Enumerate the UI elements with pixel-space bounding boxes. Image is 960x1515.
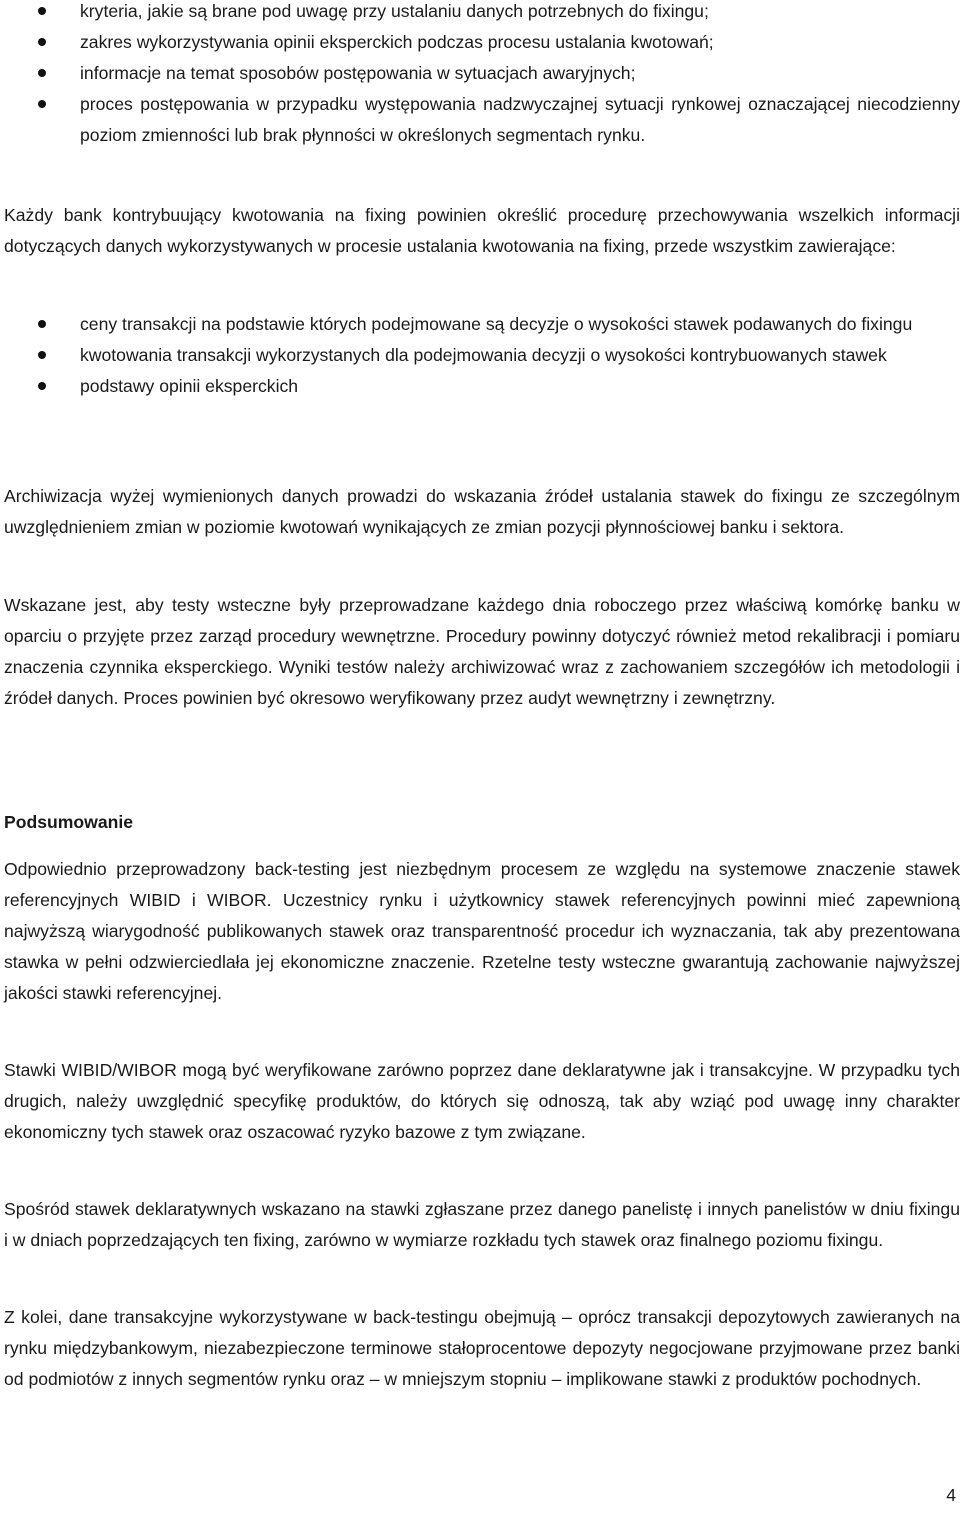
list-item	[0, 27, 960, 58]
list-item	[0, 58, 960, 89]
bullet-icon	[38, 100, 46, 108]
bullet-icon	[38, 38, 46, 46]
list-item-text: zakres wykorzystywania opinii eksperckich podczas procesu ustalania kwotowań;	[80, 32, 714, 52]
bullet-icon	[38, 7, 46, 15]
list-item	[0, 309, 960, 340]
paragraph-back-tests: Wskazane jest, aby testy wsteczne były przeprowadzane każdego dnia roboczego przez właściwą komórkę banku w oparciu o przyjęte przez zarząd procedury wewnętrzne. Procedury powinny dotyczyć również metod rekalibracji i pomiaru znaczenia czynnika eksperckiego. Wyniki testów należy archiwizować wraz z zachowaniem szczegółów ich metodologii i źródeł danych. Proces powinien być okresowo weryfikowany przez audyt wewnętrzny i zewnętrzny.	[4, 595, 960, 708]
paragraph-archiving: Archiwizacja wyżej wymienionych danych prowadzi do wskazania źródeł ustalania stawek do fixingu ze szczególnym uwzględnieniem zmian w poziomie kwotowań wynikających ze zmian pozycji płynnościowej banku i sektora.	[4, 486, 960, 537]
list-item-text: informacje na temat sposobów postępowania w sytuacjach awaryjnych;	[80, 63, 636, 83]
list-item	[0, 340, 960, 371]
paragraph-summary-4: Z kolei, dane transakcyjne wykorzystywane w back-testingu obejmują – oprócz transakcji depozytowych zawieranych na rynku międzybankowym, niezabezpieczone terminowe stałoprocentowe depozyty negocjowane przyjmowane przez banki od podmiotów z innych segmentów rynku oraz – w mniejszym stopniu – implikowane stawki z produktów pochodnych.	[4, 1307, 960, 1389]
list-item	[0, 371, 960, 402]
bullet-icon	[38, 69, 46, 77]
bullet-icon	[38, 320, 46, 328]
stored-data-list	[0, 309, 960, 402]
list-item	[0, 89, 960, 151]
list-item-text: podstawy opinii eksperckich	[80, 376, 299, 396]
list-item-text: kwotowania transakcji wykorzystanych dla podejmowania decyzji o wysokości kontrybuowanych stawek	[80, 345, 887, 365]
paragraph-summary-1: Odpowiednio przeprowadzony back-testing jest niezbędnym procesem ze względu na systemowe znaczenie stawek referencyjnych WIBID i WIBOR. Uczestnicy rynku i użytkownicy stawek referencyjnych powinni mieć zapewnioną najwyższą wiarygodność publikowanych stawek oraz transparentność procedur ich wyznaczania, tak aby prezentowana stawka w pełni odzwierciedlała jej ekonomiczne znaczenie. Rzetelne testy wsteczne gwarantują zachowanie najwyższej jakości stawki referencyjnej.	[4, 859, 960, 1003]
page-number: 4	[946, 1485, 956, 1505]
list-item	[0, 0, 960, 27]
list-item-text: ceny transakcji na podstawie których podejmowane są decyzje o wysokości stawek podawanych do fixingu	[80, 314, 913, 334]
paragraph-summary-2: Stawki WIBID/WIBOR mogą być weryfikowane zarówno poprzez dane deklaratywne jak i transakcyjne. W przypadku tych drugich, należy uwzględnić specyfikę produktów, do których się odnoszą, tak aby wziąć pod uwagę inny charakter ekonomiczny tych stawek oraz oszacować ryzyko bazowe z tym związane.	[4, 1060, 960, 1142]
paragraph-summary-3: Spośród stawek deklaratywnych wskazano na stawki zgłaszane przez danego panelistę i innych panelistów w dniu fixingu i w dniach poprzedzających ten fixing, zarówno w wymiarze rozkładu tych stawek oraz finalnego poziomu fixingu.	[4, 1199, 960, 1250]
section-heading-summary: Podsumowanie	[4, 812, 134, 832]
paragraph-storage-procedure: Każdy bank kontrybuujący kwotowania na fixing powinien określić procedurę przechowywania wszelkich informacji dotyczących danych wykorzystywanych w procesie ustalania kwotowania na fixing, przede wszystkim zawierające:	[4, 205, 960, 256]
bullet-icon	[38, 382, 46, 390]
list-item-text: kryteria, jakie są brane pod uwagę przy ustalaniu danych potrzebnych do fixingu;	[80, 1, 709, 21]
list-item-text: proces postępowania w przypadku występowania nadzwyczajnej sytuacji rynkowej oznaczającej niecodzienny poziom zmienności lub brak płynności w określonych segmentach rynku.	[80, 94, 960, 145]
criteria-list	[0, 0, 960, 151]
bullet-icon	[38, 351, 46, 359]
